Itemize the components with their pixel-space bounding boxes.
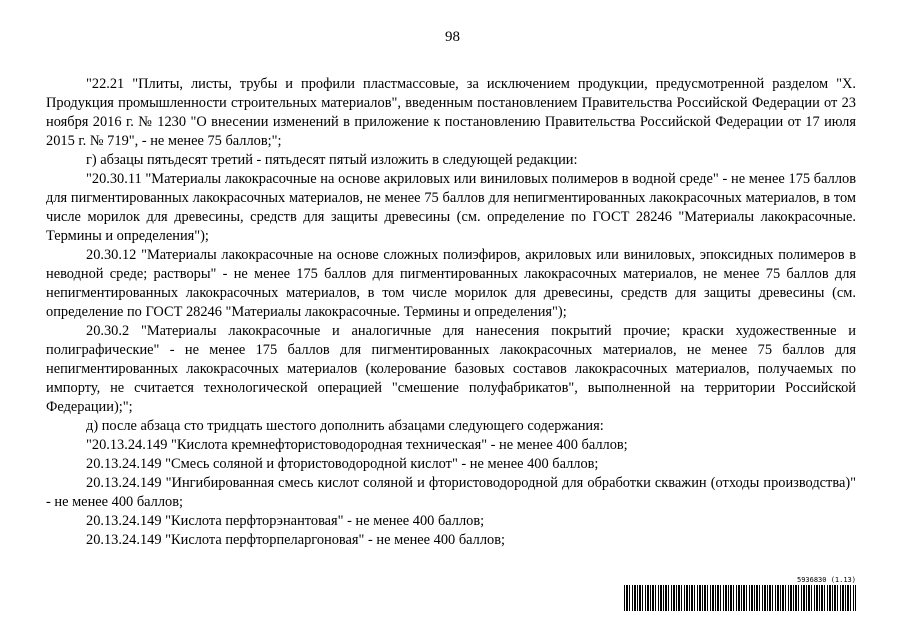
- paragraph-item-d: д) после абзаца сто тридцать шестого дополнить абзацами следующего содержания:: [86, 418, 604, 434]
- paragraph-20-30-11: "20.30.11 "Материалы лакокрасочные на основе акриловых или виниловых полимеров в водной среде" - не менее 175 баллов для пигментированных лакокрасочных материалов, не менее 75 баллов для непигментированных лакокрасочных материалов, в том числе морилок для древесины, средств для защиты древесины (см. определение по ГОСТ 28246 "Материалы лакокрасочные. Термины и определения");: [46, 171, 856, 244]
- paragraph-acid-1: "20.13.24.149 "Кислота кремнефтористоводородная техническая" - не менее 400 баллов;: [86, 437, 628, 453]
- page-number: 98: [445, 29, 460, 45]
- paragraph-20-30-12: 20.30.12 "Материалы лакокрасочные на основе сложных полиэфиров, акриловых или виниловых, эпоксидных полимеров в неводной среде; растворы" - не менее 175 баллов для пигментированных лакокрасочных материалов, не менее 75 баллов для непигментированных лакокрасочных материалов, в том числе морилок для древесины, средств для защиты древесины (см. определение по ГОСТ 28246 "Материалы лакокрасочные. Термины и определения");: [46, 247, 856, 320]
- paragraph-item-g: г) абзацы пятьдесят третий - пятьдесят пятый изложить в следующей редакции:: [86, 152, 578, 168]
- paragraph-acid-2: 20.13.24.149 "Смесь соляной и фтористоводородной кислот" - не менее 400 баллов;: [86, 456, 599, 472]
- paragraph-20-30-2: 20.30.2 "Материалы лакокрасочные и аналогичные для нанесения покрытий прочие; краски художественные и полиграфические" - не менее 175 баллов для пигментированных лакокрасочных материалов, не менее 75 баллов для непигментированных лакокрасочных материалов (колерование базовых составов лакокрасочных материалов, получаемых по импорту, не считается технологической операцией "смешение полуфабрикатов", выполненной на территории Российской Федерации);";: [46, 323, 856, 415]
- barcode-icon: [624, 585, 856, 611]
- document-body: [46, 75, 856, 550]
- paragraph-acid-4: 20.13.24.149 "Кислота перфторэнантовая" - не менее 400 баллов;: [86, 513, 485, 529]
- barcode-caption: 5936830 (1.13): [796, 576, 856, 584]
- barcode: [624, 576, 856, 612]
- paragraph-acid-3: 20.13.24.149 "Ингибированная смесь кислот соляной и фтористоводородной для обработки скважин (отходы производства)" - не менее 400 баллов;: [46, 475, 856, 510]
- paragraph-acid-5: 20.13.24.149 "Кислота перфторпеларгоновая" - не менее 400 баллов;: [86, 532, 506, 548]
- paragraph-22-21: "22.21 "Плиты, листы, трубы и профили пластмассовые, за исключением продукции, предусмотренной разделом "X. Продукция промышленности строительных материалов", введенным постановлением Правительства Российской Федерации от 23 ноября 2016 г. № 1230 "О внесении изменений в приложение к постановлению Правительства Российской Федерации от 17 июля 2015 г. № 719", - не менее 75 баллов;";: [46, 76, 856, 149]
